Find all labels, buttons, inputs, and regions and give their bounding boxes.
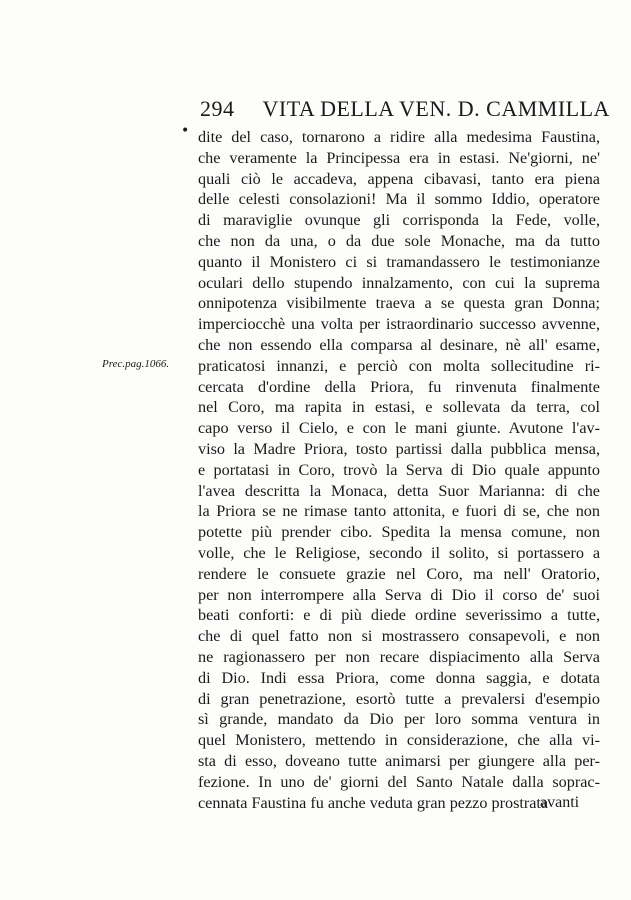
text-line: imperciocchè una volta per istraordinario successo avvenne, xyxy=(198,315,600,334)
page-number: 294 xyxy=(200,96,235,121)
text-line: che veramente la Principessa era in estasi. Ne'giorni, ne' xyxy=(198,148,600,167)
text-line: di maraviglie ovunque gli corrisponda la Fede, volle, xyxy=(198,211,600,230)
text-line: capo verso il Cielo, e con le mani giunte. Avutone l'av- xyxy=(198,419,600,438)
text-line: sì grande, mandato da Dio per loro somma ventura in xyxy=(198,710,600,729)
text-line: cercata d'ordine della Priora, fu rinvenuta finalmente xyxy=(198,377,600,396)
text-line: quanto il Monistero ci si tramandassero le testimonianze xyxy=(198,252,600,271)
text-line: praticatosi innanzi, e perciò con molta sollecitudine ri- xyxy=(198,356,600,375)
text-line: di Dio. Indi essa Priora, come donna saggia, e dotata xyxy=(198,668,600,687)
marginal-note: Prec.pag.1066. xyxy=(102,358,170,370)
text-line: che non essendo ella comparsa al desinare, nè all' esame, xyxy=(198,335,600,354)
page-header xyxy=(200,96,610,126)
catchword: avanti xyxy=(540,794,580,811)
running-title: VITA DELLA VEN. D. CAMMILLA xyxy=(262,96,610,121)
text-line: oculari dello stupendo innalzamento, con cui la suprema xyxy=(198,273,600,292)
text-line: dite del caso, tornarono a ridire alla medesima Faustina, xyxy=(198,128,600,146)
text-line: viso la Madre Priora, tosto partissi dalla pubblica mensa, xyxy=(198,439,600,458)
text-line: fezione. In uno de' giorni del Santo Natale dalla soprac- xyxy=(198,772,600,791)
text-line: quel Monistero, mettendo in considerazione, che alla vi- xyxy=(198,731,600,750)
body-text xyxy=(198,127,600,813)
text-line: delle celesti consolazioni! Ma il sommo Iddio, operatore xyxy=(198,190,600,209)
text-line: la Priora se ne rimase tanto attonita, e fuori di se, che non xyxy=(198,502,600,521)
text-line: beati conforti: e di più diede ordine severissimo a tutte, xyxy=(198,606,600,625)
text-line: ne ragionassero per non recare dispiacimento alla Serva xyxy=(198,647,600,666)
text-line: cennata Faustina fu anche veduta gran pezzo prostrata xyxy=(198,793,549,812)
text-line: che non da una, o da due sole Monache, ma da tutto xyxy=(198,231,600,250)
text-line: l'avea descritta la Monaca, detta Suor Marianna: di che xyxy=(198,481,600,500)
text-line: rendere le consuete grazie nel Coro, ma nell' Oratorio, xyxy=(198,564,600,583)
text-line: per non interrompere alla Serva di Dio il corso de' suoi xyxy=(198,585,600,604)
text-line: nel Coro, ma rapita in estasi, e sollevata da terra, col xyxy=(198,398,600,417)
margin-dot-mark: • xyxy=(181,123,190,139)
text-line: quali ciò le accadeva, appena cibavasi, tanto era piena xyxy=(198,169,600,188)
text-line: volle, che le Religiose, secondo il solito, si portassero a xyxy=(198,543,600,562)
text-line: onnipotenza visibilmente traeva a se questa gran Donna; xyxy=(198,294,600,313)
text-line: di gran penetrazione, esortò tutte a prevalersi d'esempio xyxy=(198,689,600,708)
text-line: e portatasi in Coro, trovò la Serva di Dio quale appunto xyxy=(198,460,600,479)
text-line: sta di esso, doveano tutte animarsi per giungere alla per- xyxy=(198,751,600,770)
text-line: potette più prender cibo. Spedita la mensa comune, non xyxy=(198,523,600,542)
text-line: che di quel fatto non si mostrassero consapevoli, e non xyxy=(198,627,600,646)
